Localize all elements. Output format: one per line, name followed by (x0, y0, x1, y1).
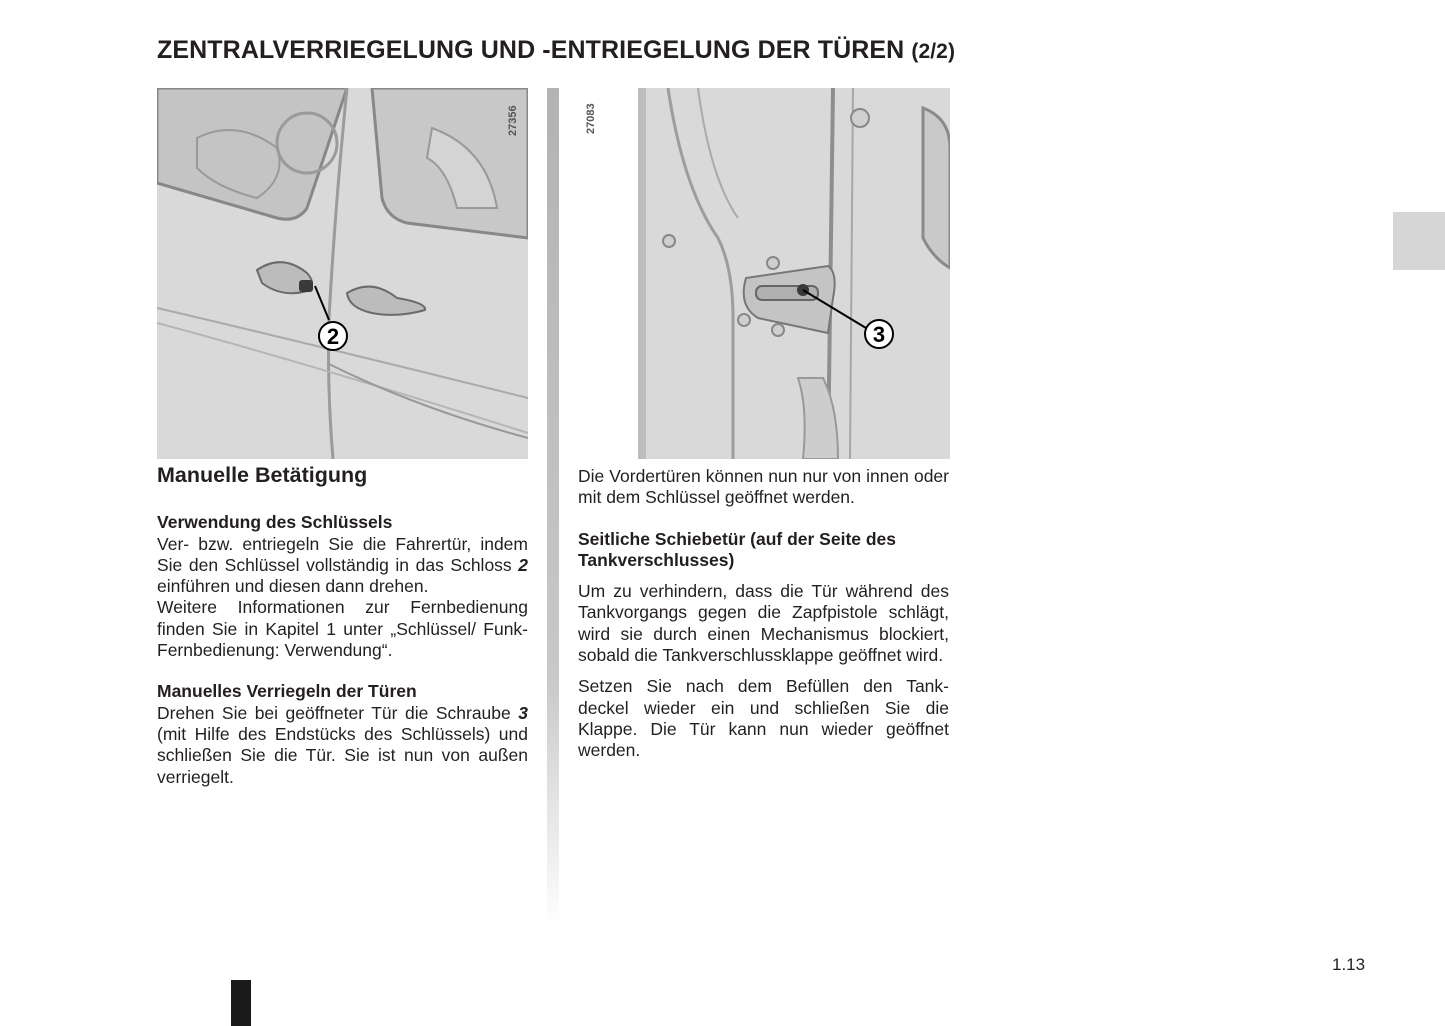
paragraph-manual-lock (157, 703, 528, 788)
figure-id-left: 27356 (507, 105, 519, 136)
chapter-tab-marker (1393, 212, 1445, 270)
paragraph-refuel-block: Um zu verhindern, dass die Tür während des Tankvorgangs gegen die Zapfpistole schlägt, wird sie durch einen Mechanismus blockiert, sobald die Tankverschlussklappe geöffnet wird. (578, 581, 949, 666)
subheading-key-usage: Verwendung des Schlüssels (157, 512, 393, 533)
right-column (578, 466, 949, 762)
ref-number-3: 3 (518, 702, 528, 723)
door-handle-illustration (157, 88, 528, 459)
left-column (157, 465, 528, 788)
section-heading-manual: Manuelle Betätigung (157, 463, 368, 487)
paragraph-remote-info: Weitere Informationen zur Fernbedienung finden Sie in Kapitel 1 unter „Schlüssel/ Funk-Fernbedienung: Verwendung“. (157, 597, 528, 661)
page-number: 1.13 (1332, 955, 1366, 974)
paragraph-key-usage (157, 534, 528, 598)
callout-2-label: 2 (326, 324, 340, 349)
paragraph-refuel-after: Setzen Sie nach dem Befüllen den Tank- deckel wieder ein und schließen Sie die Klappe. Die Tür kann nun wieder geöffnet werden. (578, 676, 949, 761)
subheading-manual-lock: Manuelles Verriegeln der Türen (157, 681, 417, 702)
title-main: ZENTRALVERRIEGELUNG UND -ENTRIEGELUNG DER TÜREN (157, 36, 905, 64)
door-latch-drawing (638, 88, 950, 459)
text-fragment: Drehen Sie bei geöffneter Tür die Schraube (157, 702, 519, 723)
subheading-sliding-door: Seitliche Schiebetür (auf der Seite des Tankverschlusses) (578, 528, 897, 570)
text-fragment: (mit Hilfe des Endstücks des Schlüssels) und schließen Sie die Tür. Sie ist nun von außen verriegelt. (157, 723, 528, 787)
column-divider (547, 88, 559, 928)
callout-3-label: 3 (872, 322, 886, 347)
page-title (157, 36, 955, 65)
text-fragment: Ver- bzw. entriegeln Sie die Fahrertür, indem Sie den Schlüssel vollständig in das Schloss (157, 533, 528, 575)
door-lock-illustration (638, 88, 950, 459)
figure-id-right: 27083 (585, 103, 597, 134)
van-side-drawing (157, 88, 528, 459)
paragraph-front-doors: Die Vordertüren können nun nur von innen oder mit dem Schlüssel geöffnet werden. (578, 466, 949, 508)
text-fragment: einführen und diesen dann drehen. (157, 576, 429, 597)
ref-number-2: 2 (518, 554, 528, 575)
title-suffix: (2/2) (911, 40, 956, 63)
bottom-marker-bar (231, 980, 251, 1026)
